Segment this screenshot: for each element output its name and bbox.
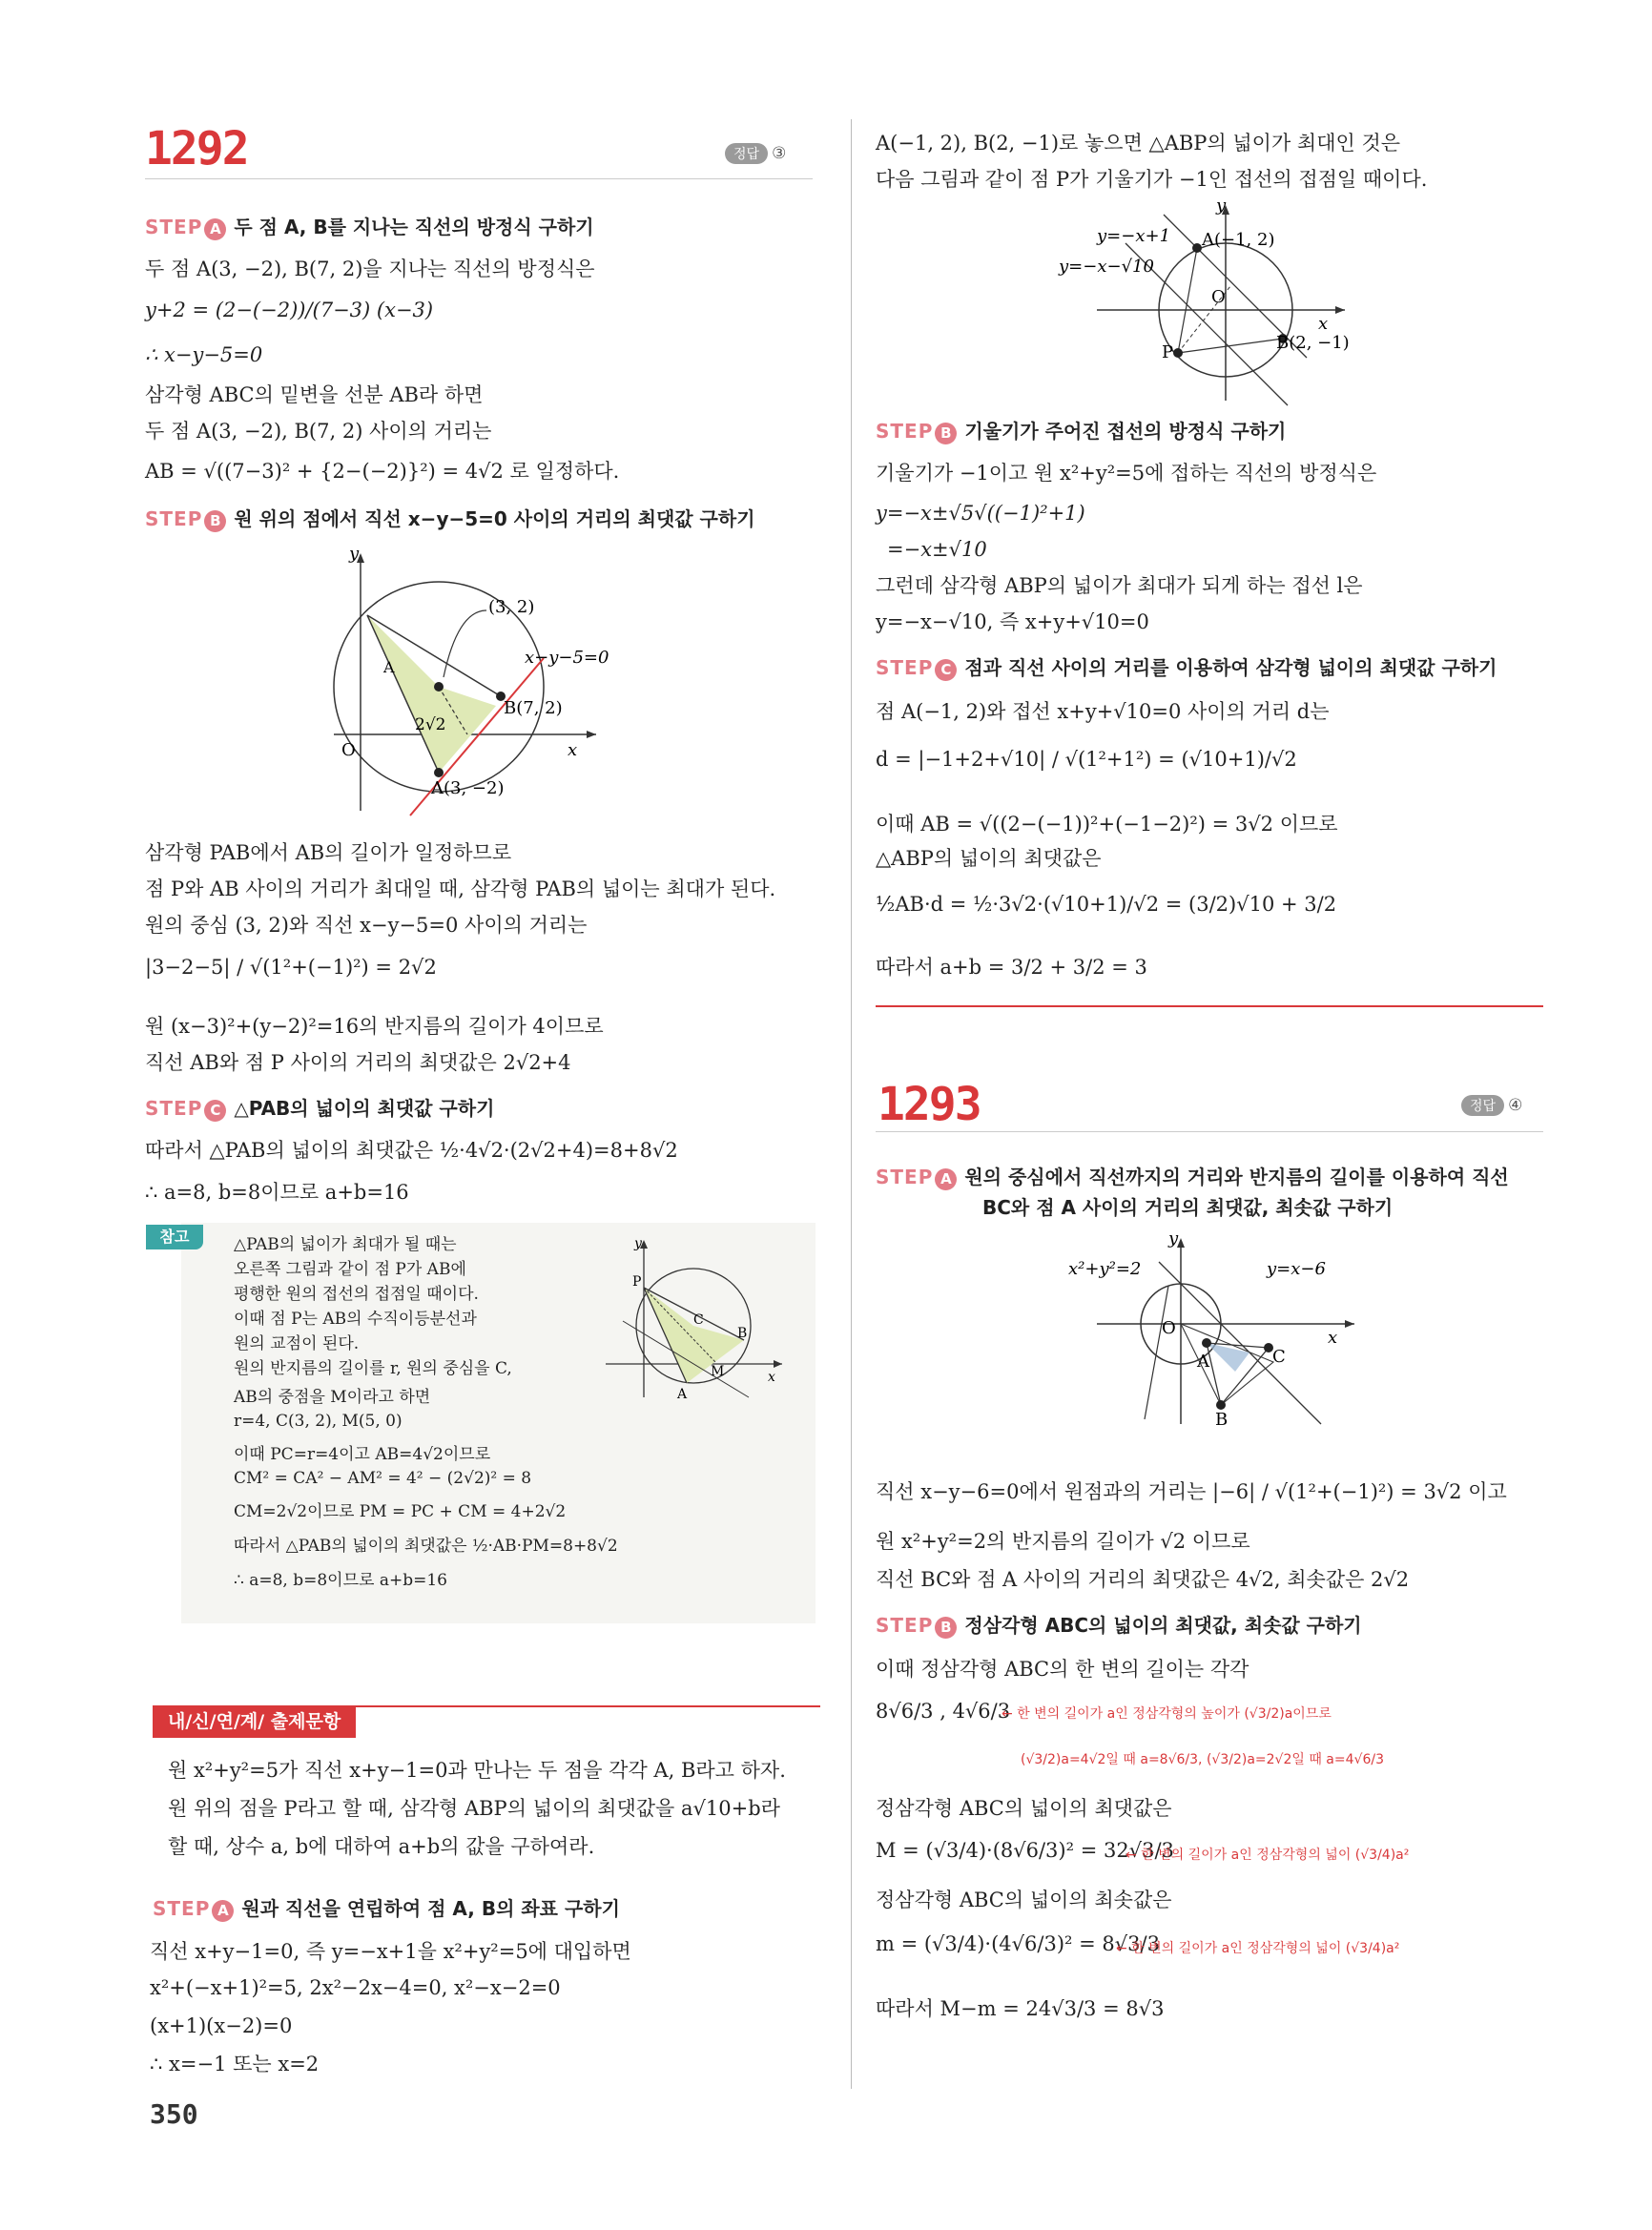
line1-label: y=−x+1 [1097, 226, 1171, 246]
text-line: 삼각형 PAB에서 AB의 길이가 일정하므로 [145, 841, 512, 864]
ref-line: 오른쪽 그림과 같이 점 P가 AB에 [234, 1260, 466, 1279]
side-note: ← 한 변의 길이가 a인 정삼각형의 넓이 (√3/4)a² [1125, 1848, 1410, 1863]
point-a-label: A [1197, 1352, 1209, 1372]
origin-label: O [1162, 1318, 1176, 1338]
formula-line: (x+1)(x−2)=0 [150, 2014, 293, 2037]
point-a-label: A(−1, 2) [1202, 230, 1275, 250]
formula-line: ∴ x=−1 또는 x=2 [150, 2053, 320, 2075]
center-label: (3, 2) [488, 597, 535, 617]
text-line: 따라서 △PAB의 넓이의 최댓값은 ½·4√2·(2√2+4)=8+8√2 [145, 1139, 678, 1162]
step-a-1293: STEP A 원의 중심에서 직선까지의 거리와 반지름의 길이를 이용하여 직선 [876, 1166, 1509, 1188]
text-line: A(−1, 2), B(2, −1)로 놓으면 △ABP의 넓이가 최대인 것은 [876, 132, 1401, 155]
ref-line: △PAB의 넓이가 최대가 될 때는 [234, 1235, 457, 1254]
ref-line: 평행한 원의 접선의 접점일 때이다. [234, 1285, 479, 1304]
text-line: 기울기가 −1이고 원 x²+y²=5에 접하는 직선의 방정식은 [876, 462, 1377, 485]
ref-line: CM² = CA² − AM² = 4² − (2√2)² = 8 [234, 1469, 532, 1488]
step-b-1292: STEP B 원 위의 점에서 직선 x−y−5=0 사이의 거리의 최댓값 구하기 [145, 507, 755, 530]
text-line: 두 점 A(3, −2), B(7, 2) 사이의 거리는 [145, 420, 492, 443]
text-line: 직선 AB와 점 P 사이의 거리의 최댓값은 2√2+4 [145, 1051, 571, 1074]
text-line: 이때 정삼각형 ABC의 한 변의 길이는 각각 [876, 1658, 1249, 1681]
answer-label: 정답 [1461, 1095, 1504, 1116]
figure-circle-triangle [324, 544, 649, 820]
text-line: 원 x²+y²=2의 반지름의 길이가 √2 이므로 [876, 1530, 1250, 1553]
page-number: 350 [150, 2098, 198, 2130]
axis-x-label: x [568, 740, 578, 760]
ref-line: 이때 PC=r=4이고 AB=4√2이므로 [234, 1445, 491, 1464]
formula-line: y=−x±√5√((−1)²+1) [876, 502, 1085, 525]
text-line: 원의 중심 (3, 2)와 직선 x−y−5=0 사이의 거리는 [145, 914, 588, 937]
step-c-right: STEP C 점과 직선 사이의 거리를 이용하여 삼각형 넓이의 최댓값 구하기 [876, 656, 1497, 679]
text-line: 직선 x+y−1=0, 즉 y=−x+1을 x²+y²=5에 대입하면 [150, 1940, 631, 1963]
formula-line: m = (√3/4)·(4√6/3)² = 8√3/3 [876, 1932, 1160, 1955]
formula-line: ∴ x−y−5=0 [145, 343, 263, 366]
answer-value: ④ [1508, 1096, 1523, 1115]
text-line: 그런데 삼각형 ABP의 넓이가 최대가 되게 하는 접선 l은 [876, 574, 1363, 597]
formula-line: 직선 x−y−6=0에서 원점과의 거리는 |−6| / √(1²+(−1)²) = 3√2 이고 [876, 1480, 1507, 1503]
axis-x-label: x [1328, 1328, 1338, 1348]
ref-axis-x: x [768, 1370, 775, 1385]
text-line: 두 점 A(3, −2), B(7, 2)을 지나는 직선의 방정식은 [145, 258, 595, 280]
point-p-label: P [1162, 342, 1174, 362]
text-line: 다음 그림과 같이 점 P가 기울기가 −1인 접선의 접점일 때이다. [876, 168, 1428, 191]
question-line: 원 위의 점을 P라고 할 때, 삼각형 ABP의 넓이의 최댓값을 a√10+b라 [168, 1797, 780, 1820]
point-b-label: B [1215, 1410, 1229, 1430]
reference-tag: 참고 [146, 1225, 203, 1249]
text-line: ∴ a=8, b=8이므로 a+b=16 [145, 1181, 409, 1204]
step-a-1293-cont: BC와 점 A 사이의 거리의 최댓값, 최솟값 구하기 [982, 1196, 1394, 1219]
step-b-1293: STEP B 정삼각형 ABC의 넓이의 최댓값, 최솟값 구하기 [876, 1614, 1362, 1637]
ref-line: 원의 반지름의 길이를 r, 원의 중심을 C, [234, 1359, 512, 1378]
formula-line: 따라서 a+b = 3/2 + 3/2 = 3 [876, 956, 1147, 979]
step-a-1292: STEP A 두 점 A, B를 지나는 직선의 방정식 구하기 [145, 216, 594, 238]
side-note: ← 한 변의 길이가 a인 정삼각형의 높이가 (√3/2)a이므로 [1002, 1706, 1332, 1722]
formula-line: M = (√3/4)·(8√6/3)² = 32√3/3 [876, 1839, 1174, 1862]
ref-b: B [737, 1326, 748, 1341]
ref-line: AB의 중점을 M이라고 하면 [234, 1388, 431, 1407]
text-line: 정삼각형 ABC의 넓이의 최댓값은 [876, 1797, 1172, 1820]
ref-axis-y: y [634, 1236, 642, 1251]
formula-line: d = |−1+2+√10| / √(1²+1²) = (√10+1)/√2 [876, 748, 1297, 771]
question-line: 할 때, 상수 a, b에 대하여 a+b의 값을 구하여라. [168, 1835, 595, 1858]
ref-line: r=4, C(3, 2), M(5, 0) [234, 1412, 403, 1431]
point-label: A [383, 658, 395, 676]
text-line: 원 (x−3)²+(y−2)²=16의 반지름의 길이가 4이므로 [145, 1015, 604, 1038]
formula-line: ½AB·d = ½·3√2·(√10+1)/√2 = (3/2)√10 + 3/2 [876, 893, 1337, 916]
side-note: ← 한 변의 길이가 a인 정삼각형의 넓이 (√3/4)a² [1116, 1941, 1400, 1956]
ref-m: M [711, 1364, 725, 1379]
circle-label: x²+y²=2 [1068, 1259, 1142, 1279]
formula-line: 이때 AB = √((2−(−1))²+(−1−2)²) = 3√2 이므로 [876, 813, 1338, 836]
axis-x-label: x [1318, 314, 1329, 334]
text-line: y=−x−√10, 즉 x+y+√10=0 [876, 610, 1149, 633]
line2-label: y=−x−√10 [1059, 257, 1154, 277]
point-c-label: C [1272, 1347, 1286, 1367]
ref-line: ∴ a=8, b=8이므로 a+b=16 [234, 1571, 447, 1590]
reference-figure [587, 1230, 801, 1402]
column-divider [851, 119, 852, 2089]
side-note: (√3/2)a=4√2일 때 a=8√6/3, (√3/2)a=2√2일 때 a=4√6/3 [1021, 1752, 1384, 1767]
point-b-label: B(2, −1) [1276, 333, 1350, 353]
axis-y-label: y [349, 544, 360, 564]
answer-label: 정답 [725, 143, 768, 164]
ref-line: 원의 교점이 된다. [234, 1334, 360, 1353]
ref-p: P [632, 1274, 642, 1290]
axis-y-label: y [1216, 196, 1227, 216]
problem-number-1293: 1293 [878, 1078, 981, 1131]
origin-label: O [1211, 287, 1226, 307]
answer-1293 [1461, 1095, 1522, 1116]
text-line: 정삼각형 ABC의 넓이의 최솟값은 [876, 1889, 1172, 1911]
formula-line: 따라서 M−m = 24√3/3 = 8√3 [876, 1997, 1165, 2020]
formula-line: 8√6/3 , 4√6/3 [876, 1700, 1011, 1723]
answer-1292 [725, 143, 786, 164]
text-line: 점 A(−1, 2)와 접선 x+y+√10=0 사이의 거리 d는 [876, 700, 1330, 723]
ref-line: 이때 점 P는 AB의 수직이등분선과 [234, 1310, 477, 1329]
step-c-1292: STEP C △PAB의 넓이의 최댓값 구하기 [145, 1097, 495, 1120]
text-line: 삼각형 ABC의 밑변을 선분 AB라 하면 [145, 383, 484, 406]
axis-y-label: y [1168, 1229, 1179, 1249]
point-a-label: A(3, −2) [431, 778, 505, 798]
header-rule [876, 1131, 1543, 1132]
line-label: x−y−5=0 [525, 648, 609, 668]
ref-c: C [693, 1312, 704, 1328]
header-rule [145, 178, 813, 179]
ref-line: CM=2√2이므로 PM = PC + CM = 4+2√2 [234, 1502, 567, 1521]
formula-line: |3−2−5| / √(1²+(−1)²) = 2√2 [145, 956, 437, 979]
problem-number-1292: 1292 [145, 122, 248, 176]
radius-label: 2√2 [415, 715, 446, 734]
figure-tangent [1040, 196, 1383, 410]
naesin-header: 내/신/연/계/ 출제문항 [153, 1705, 356, 1738]
question-line: 원 x²+y²=5가 직선 x+y−1=0과 만나는 두 점을 각각 A, B라고 하자. [168, 1759, 786, 1782]
ref-a: A [677, 1387, 688, 1402]
text-line: 직선 BC와 점 A 사이의 거리의 최댓값은 4√2, 최솟값은 2√2 [876, 1568, 1410, 1591]
answer-value: ③ [772, 144, 787, 163]
line-label: y=x−6 [1267, 1259, 1326, 1279]
point-b-label: B(7, 2) [504, 698, 563, 718]
ref-line: 따라서 △PAB의 넓이의 최댓값은 ½·AB·PM=8+8√2 [234, 1537, 618, 1556]
text-line: △ABP의 넓이의 최댓값은 [876, 847, 1102, 870]
step-b-right: STEP B 기울기가 주어진 접선의 방정식 구하기 [876, 420, 1287, 443]
formula-line: =−x±√10 [887, 538, 987, 561]
text-line: 점 P와 AB 사이의 거리가 최대일 때, 삼각형 PAB의 넓이는 최대가 된다. [145, 878, 776, 900]
origin-label: O [341, 740, 356, 760]
formula-line: y+2 = (2−(−2))/(7−3) (x−3) [145, 299, 434, 321]
naesin-rule [153, 1705, 820, 1707]
formula-line: x²+(−x+1)²=5, 2x²−2x−4=0, x²−x−2=0 [150, 1976, 561, 1999]
figure-equilateral [1059, 1229, 1373, 1434]
formula-line: AB = √((7−3)² + {2−(−2)}²) = 4√2 로 일정하다. [145, 460, 620, 483]
step-a-naesin: STEP A 원과 직선을 연립하여 점 A, B의 좌표 구하기 [153, 1897, 620, 1920]
section-rule [876, 1005, 1543, 1007]
